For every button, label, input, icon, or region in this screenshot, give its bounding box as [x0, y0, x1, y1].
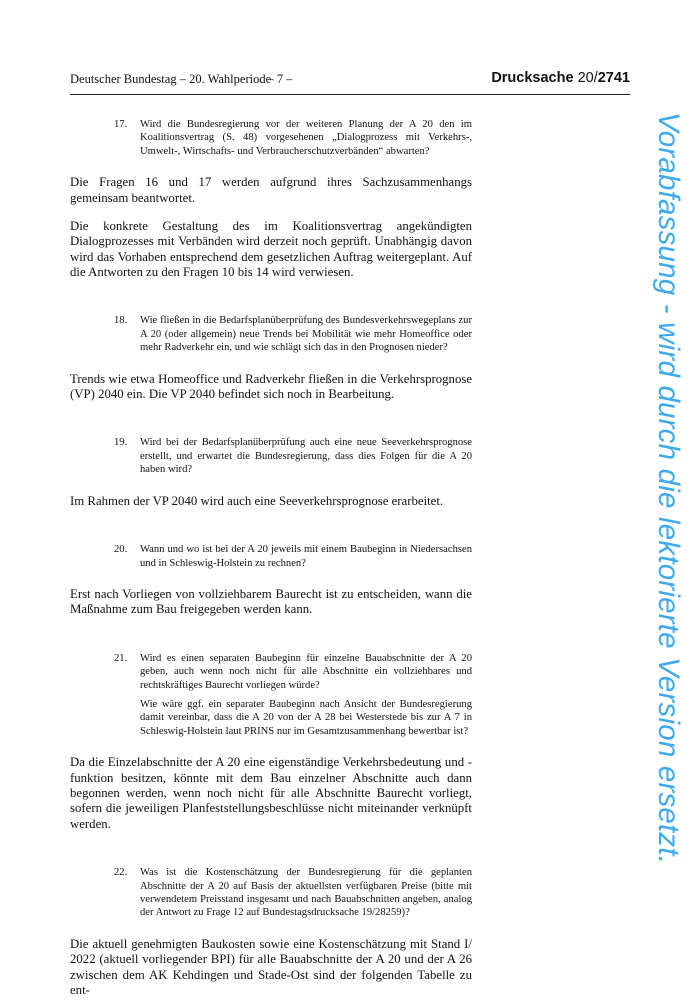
question-19	[70, 436, 472, 476]
answer-16-17-detail: Die konkrete Gestaltung des im Koalitionsvertrag angekündigten Dialogprozesses mit Verbänden wird derzeit noch geprüft. Unabhängig davon wird das Vorhaben entsprechend dem gesetzlichen Auftrag weitergeplant. Auf die Antworten zu den Fragen 10 bis 14 wird verwiesen.	[70, 218, 472, 280]
question-22	[70, 866, 472, 920]
question-17	[70, 118, 472, 158]
page-number: – 7 –	[267, 72, 293, 86]
document-number	[491, 70, 630, 86]
document-number-prefix: 20/	[577, 70, 598, 86]
question-text: Wird bei der Bedarfsplanüberprüfung auch eine neue Seeverkehrsprognose erstellt, und erwartet die Bundesregierung, dass dies Folgen für die A 20 haben wird?	[140, 437, 472, 476]
document-label: Drucksache	[491, 70, 574, 86]
question-number: 20.	[114, 544, 128, 556]
question-text: Was ist die Kostenschätzung der Bundesregierung für die geplanten Abschnitte der A 20 auf Basis der aktuellsten verfügbaren Preise (bitte mit verwendetem Preisstand insgesamt und nach Bauabschnitten angeben, analog der Antwort zu Frage 12 auf Bundestagsdrucksache 19/28259)?	[140, 867, 472, 919]
question-text-followup: Wie wäre ggf. ein separater Baubeginn nach Ansicht der Bundesregierung damit vereinbar, dass die A 20 von der A 28 bei Westerstede bis zur A 7 in Schleswig-Holstein laut PRINS nur im Gesamtzusammenhang bewertbar ist?	[140, 698, 472, 737]
question-21	[70, 652, 472, 738]
question-number: 17.	[114, 119, 128, 130]
question-number: 21.	[114, 652, 128, 664]
preliminary-version-watermark	[648, 112, 688, 882]
watermark-text: Vorabfassung - wird durch die lektorierte Version ersetzt.	[652, 112, 685, 865]
question-number: 19.	[114, 437, 128, 449]
question-number: 22.	[114, 867, 128, 879]
question-text: Wird es einen separaten Baubeginn für einzelne Bauabschnitte der A 20 geben, auch wenn noch nicht für alle Abschnitte ein vollziehbares und rechtskräftiges Baurecht vorliegen würde?	[140, 652, 472, 691]
answer-19: Im Rahmen der VP 2040 wird auch eine Seeverkehrsprognose erarbeitet.	[70, 493, 444, 508]
answer-16-17: Die Fragen 16 und 17 werden aufgrund ihres Sachzusammenhangs gemeinsam beantwortet.	[70, 175, 472, 205]
header-parliament: Deutscher Bundestag – 20. Wahlperiode	[70, 72, 272, 86]
answer-22: Die aktuell genehmigten Baukosten sowie eine Kostenschätzung mit Stand I/ 2022 (aktuell vorliegender BPI) für alle Bauabschnitte der A 20 und der A 26 zwischen dem AK Kehdingen und Stade-Ost sind der folgenden Tabelle zu ent-	[70, 936, 472, 998]
question-text: Wie fließen in die Bedarfsplanüberprüfung des Bundesverkehrswegeplans zur A 20 (oder allgemein) neue Trends bei Mobilität wie mehr Homeoffice oder mehr Radverkehr ein, und wie schlägt sich das in den Prognosen nieder?	[140, 315, 472, 354]
question-20	[70, 543, 472, 570]
answer-20: Erst nach Vorliegen von vollziehbarem Baurecht ist zu entscheiden, wann die Maßnahme zum Bau freigegeben werden kann.	[70, 586, 472, 617]
document-number-bold: 2741	[597, 70, 630, 86]
answer-21: Da die Einzelabschnitte der A 20 eine eigenständige Verkehrsbedeutung und -funktion besitzen, könnte mit dem Bau einzelner Abschnitte auch dann begonnen werden, wenn noch nicht für alle Abschnitte Baurecht vorliegt, sofern die jeweiligen Planfeststellungsbeschlüsse nicht miteinander verknüpft werden.	[70, 755, 472, 831]
question-number: 18.	[114, 315, 128, 327]
answer-18: Trends wie etwa Homeoffice und Radverkehr fließen in die Verkehrsprognose (VP) 2040 ein. Die VP 2040 befindet sich noch in Bearbeitung.	[70, 371, 472, 402]
page-header	[70, 72, 630, 95]
page-body	[70, 118, 472, 1005]
question-text: Wird die Bundesregierung vor der weiteren Planung der A 20 den im Koalitionsvertrag (S. 48) vorgesehenen „Dialogprozess mit Verkehrs-, Umwelt-, Wirtschafts- und Verbraucherschutzverbänden“ abwarten?	[140, 119, 472, 157]
question-text: Wann und wo ist bei der A 20 jeweils mit einem Baubeginn in Niedersachsen und in Schleswig-Holstein zu rechnen?	[140, 544, 472, 569]
question-18	[70, 314, 472, 354]
